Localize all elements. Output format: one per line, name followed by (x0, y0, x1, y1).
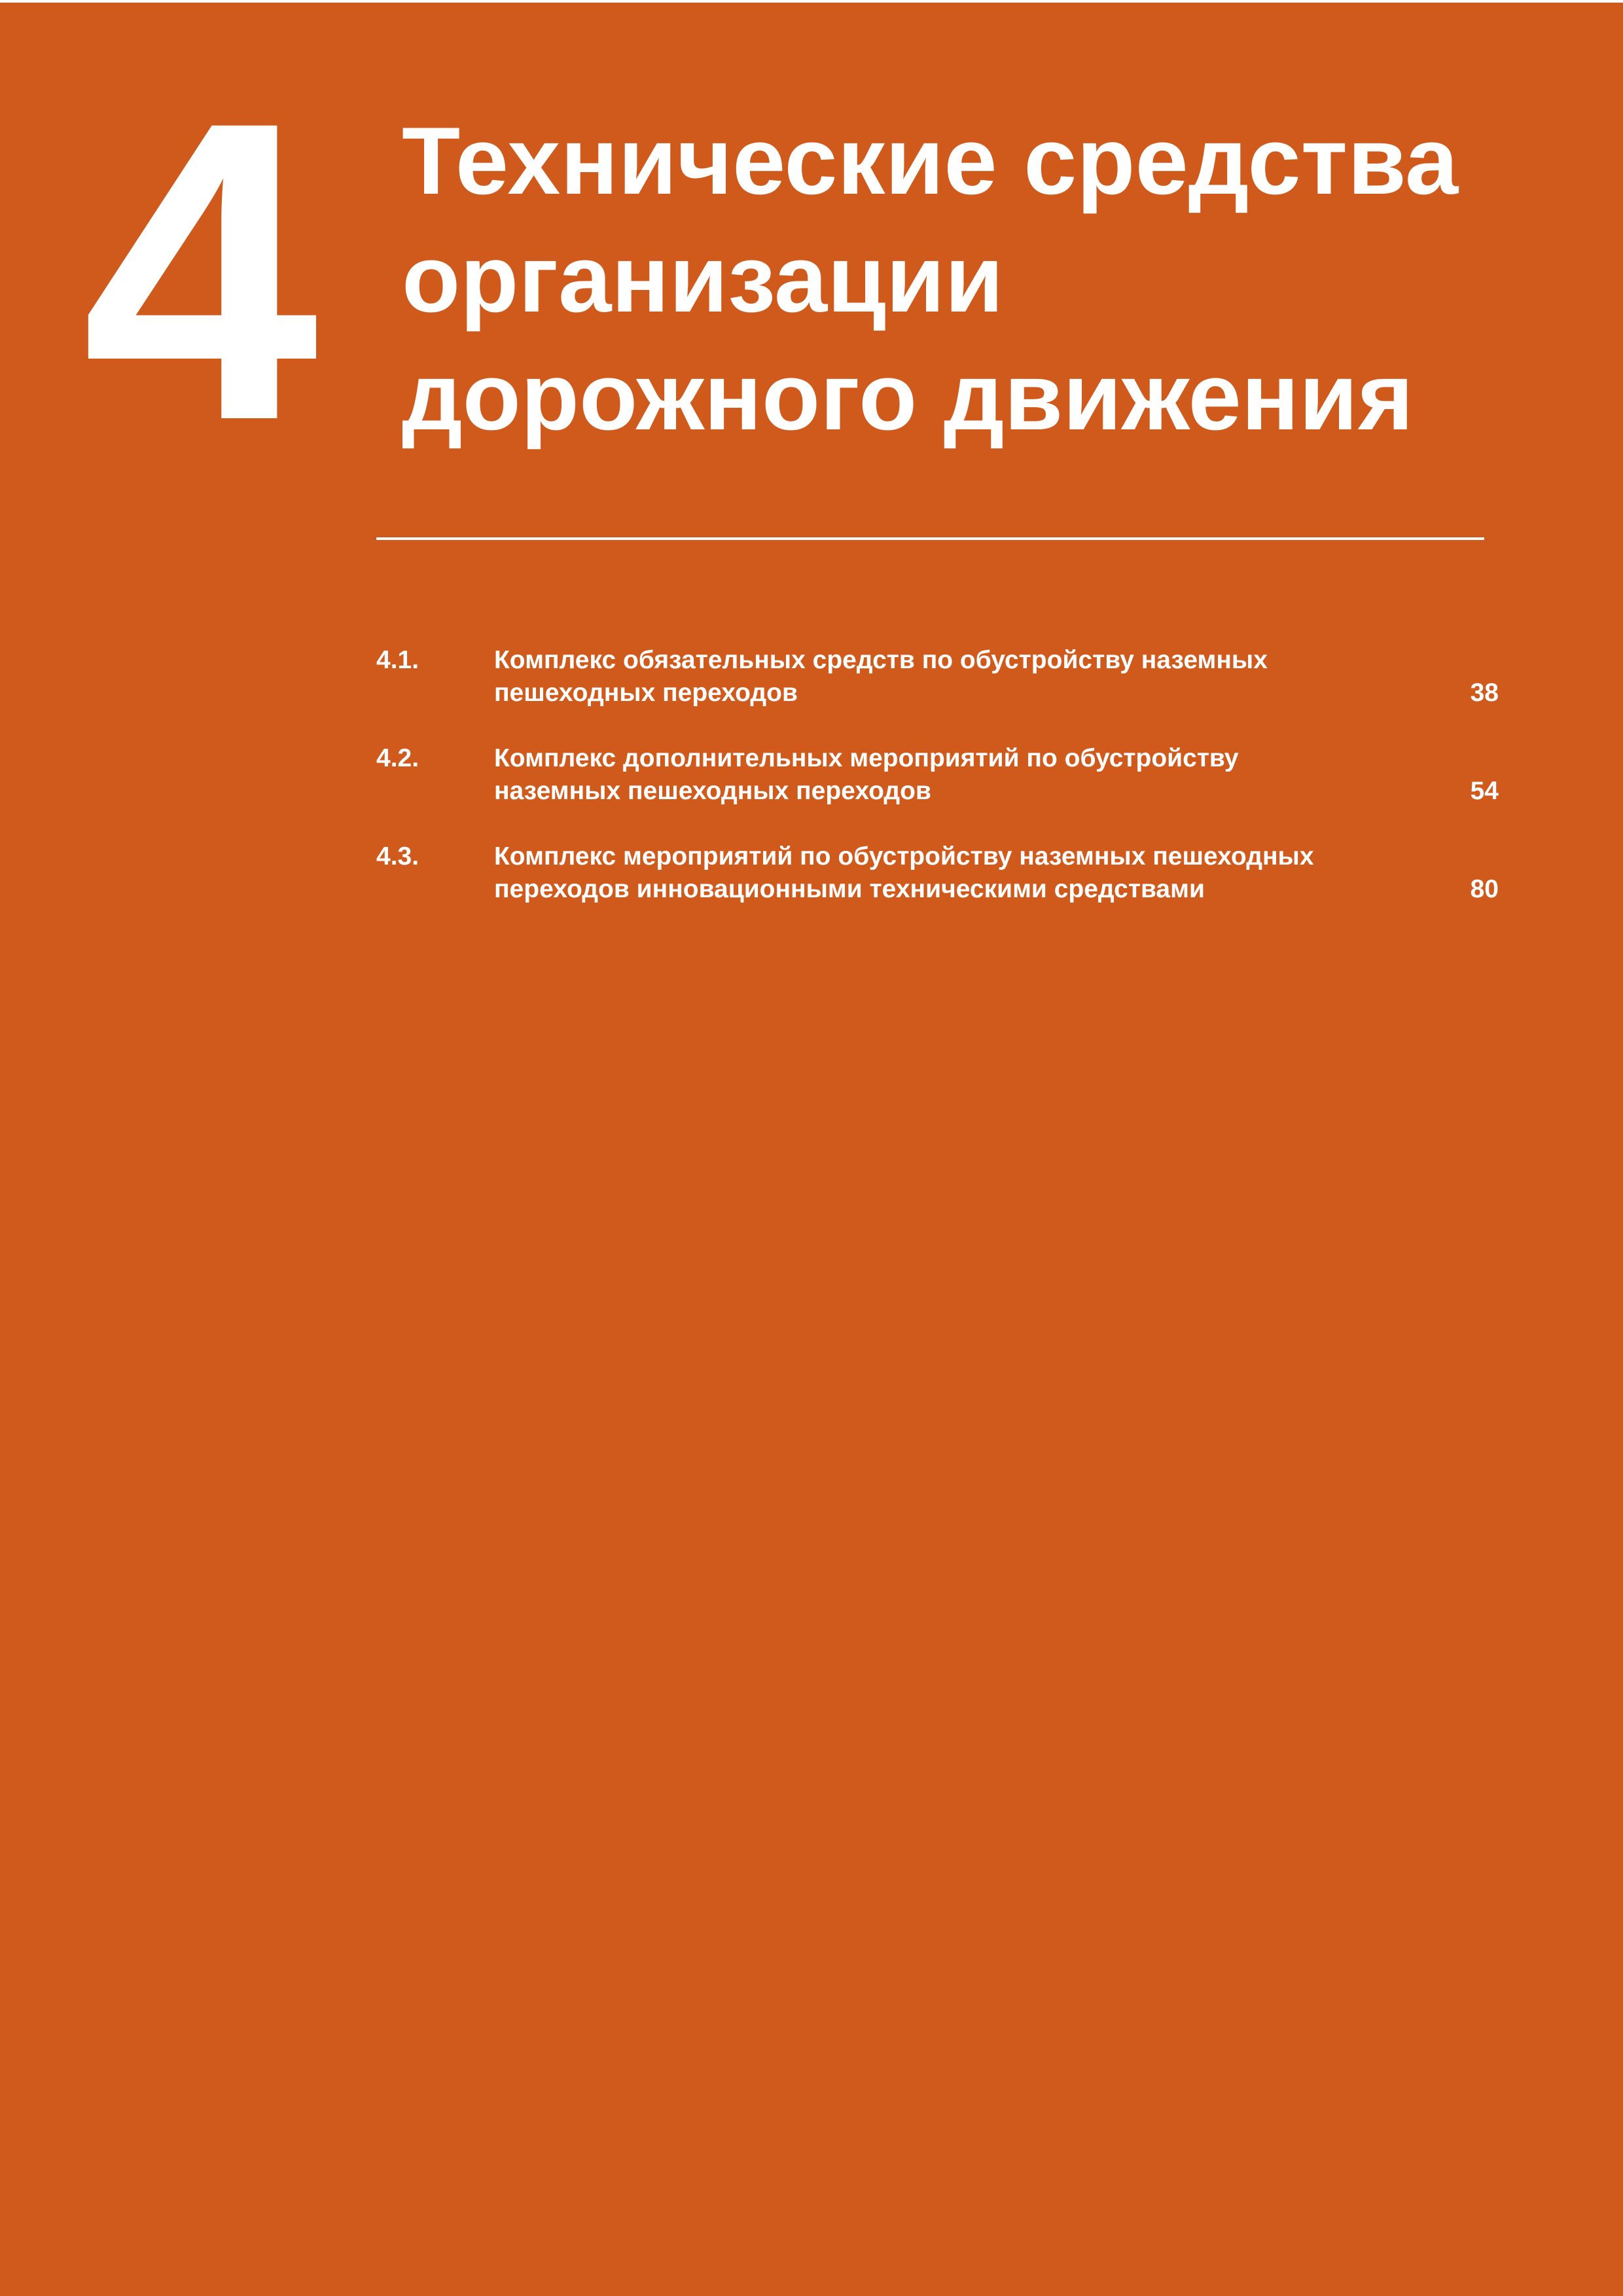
toc-entry-title (494, 840, 1378, 906)
toc-entry-number: 4.2. (376, 744, 419, 772)
toc-entry-page: 38 (1470, 679, 1499, 707)
chapter-cover-page (0, 3, 1623, 2296)
toc-entry-title-line: Комплекс мероприятий по обустройству наземных пешеходных (494, 842, 1314, 870)
toc-entry-title-line: переходов инновационными техническими средствами (494, 875, 1205, 903)
toc-entry[interactable] (376, 644, 1499, 742)
table-of-contents (376, 644, 1499, 939)
chapter-title-line: дорожного движения (402, 343, 1414, 450)
toc-entry-number: 4.1. (376, 646, 419, 674)
chapter-title (402, 102, 1580, 456)
toc-entry-title (494, 644, 1378, 709)
toc-entry-title (494, 742, 1378, 808)
toc-entry-title-line: Комплекс дополнительных мероприятий по обустройству (494, 744, 1239, 772)
toc-entry-title-line: пешеходных переходов (494, 679, 798, 707)
toc-entry-page: 80 (1470, 875, 1499, 903)
chapter-title-line: организации (402, 225, 1004, 332)
toc-entry[interactable] (376, 840, 1499, 939)
toc-entry-page: 54 (1470, 777, 1499, 805)
toc-entry-number: 4.3. (376, 842, 419, 870)
chapter-title-line: Технические средства (402, 107, 1459, 214)
chapter-number: 4 (82, 33, 312, 509)
toc-entry[interactable] (376, 742, 1499, 840)
toc-entry-title-line: Комплекс обязательных средств по обустройству наземных (494, 646, 1268, 674)
title-divider (376, 537, 1484, 540)
toc-entry-title-line: наземных пешеходных переходов (494, 777, 931, 805)
